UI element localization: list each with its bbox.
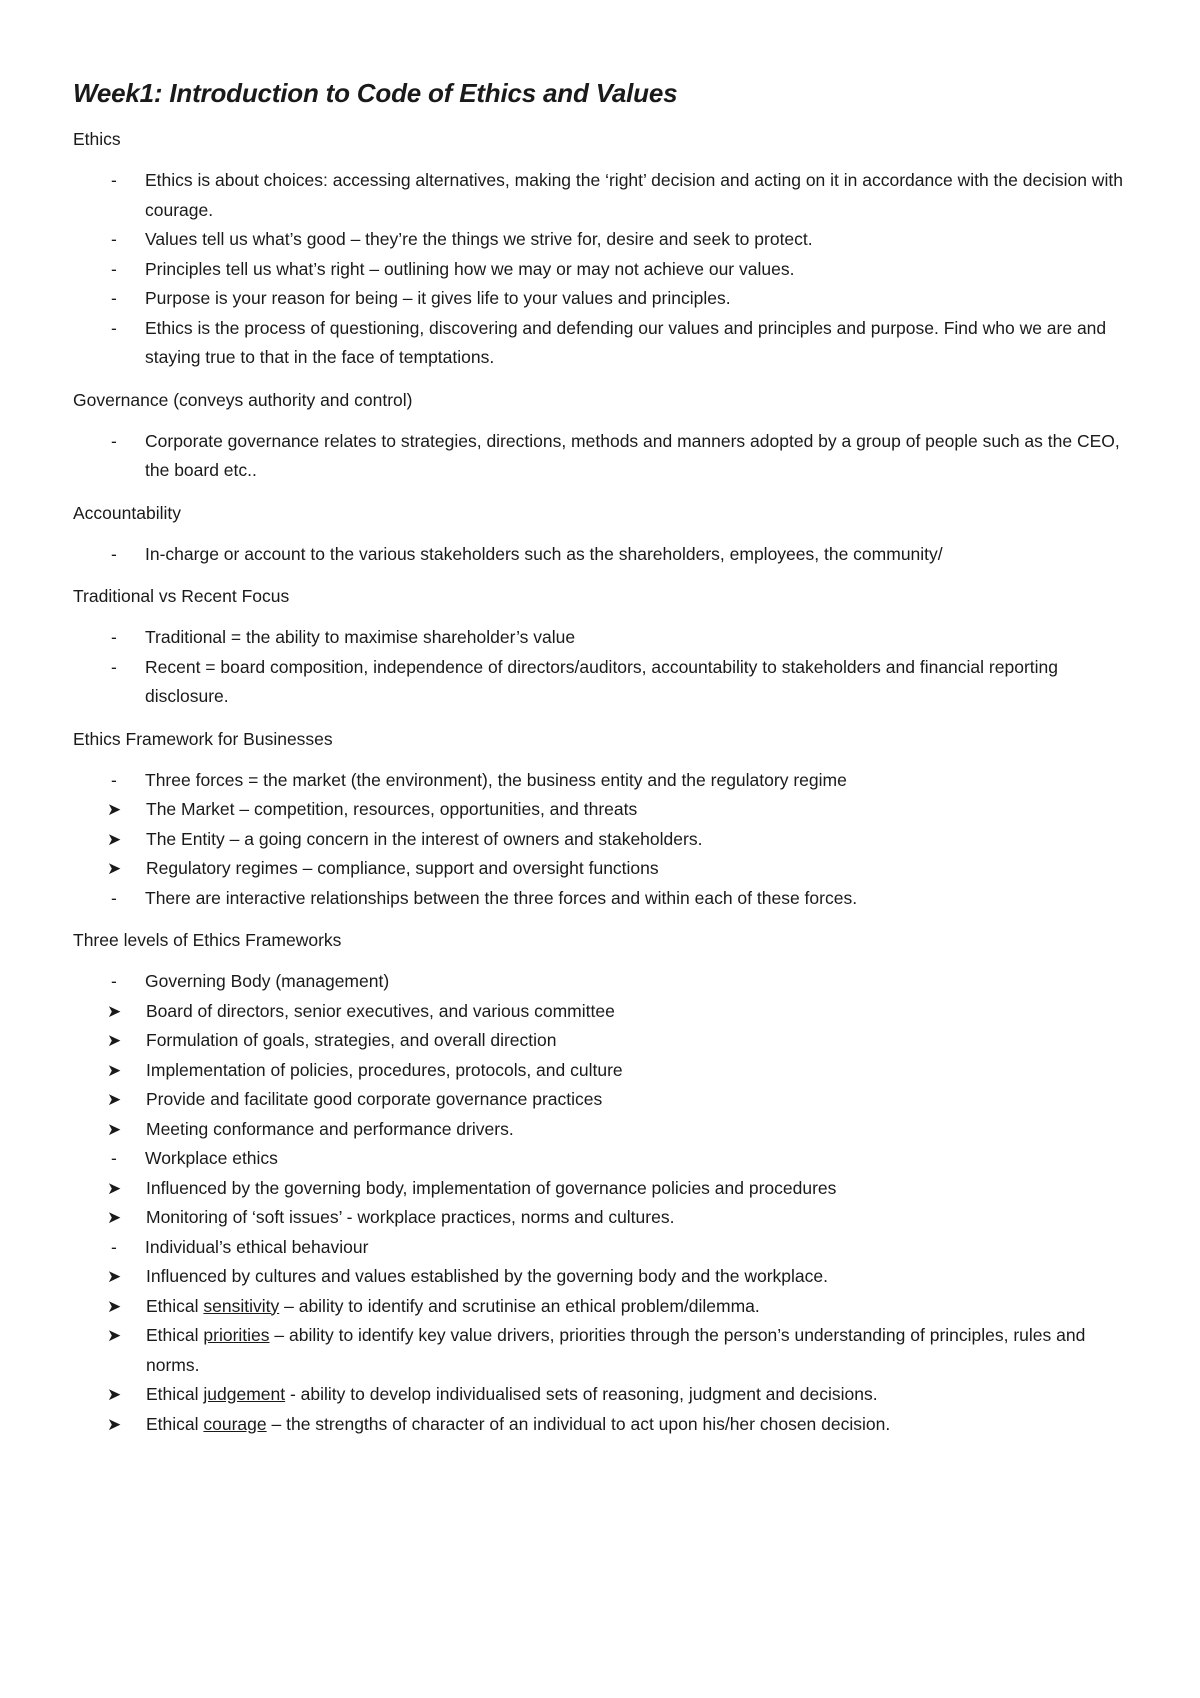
list-item-text: Ethics is about choices: accessing alternatives, making the ‘right’ decision and acting on it in accordance with the decision with courage. [145,170,1123,220]
ethical-description: – the strengths of character of an individual to act upon his/her chosen decision. [266,1413,891,1434]
ethical-term: sensitivity [203,1295,280,1316]
ethical-prefix: Ethical [146,1325,204,1345]
bullet-list [73,766,1133,914]
list-item [73,314,1133,373]
arrow-bullet-icon: ➤ [107,800,122,819]
list-item-text: Principles tell us what’s right – outlining how we may or may not achieve our values. [145,258,795,279]
ethical-description: - ability to develop individualised sets of reasoning, judgment and decisions. [285,1384,878,1404]
dash-bullet-icon: - [111,430,117,451]
arrow-bullet-icon: ➤ [107,1178,122,1198]
sub-bullet-list [73,1262,1133,1439]
sub-list-item-text: Influenced by cultures and values established by the governing body and the workplace. [146,1266,828,1286]
sub-list-item [73,1174,1133,1204]
section-ethics-framework [73,728,1133,914]
section-ethics [73,128,1133,373]
section-governance [73,389,1133,486]
document-page [73,76,1133,1455]
section-traditional-vs-recent [73,585,1133,712]
bullet-list [73,623,1133,712]
ethical-prefix: Ethical [146,1384,204,1404]
sub-list-item [73,1115,1133,1145]
list-item-text: In-charge or account to the various stakeholders such as the shareholders, employees, the community/ [145,543,943,564]
sub-list-item-text: The Entity – a going concern in the interest of owners and stakeholders. [146,828,703,849]
sub-list-item-text: Implementation of policies, procedures, protocols, and culture [146,1059,623,1080]
arrow-bullet-icon: ➤ [107,1031,122,1050]
sub-list-item [73,1026,1133,1056]
sub-list-item [73,1203,1133,1233]
list-item-text: Three forces = the market (the environment), the business entity and the regulatory regime [145,769,847,790]
bullet-list [73,166,1133,373]
arrow-bullet-icon: ➤ [107,1090,122,1109]
list-item-text: Recent = board composition, independence of directors/auditors, accountability to stakeholders and financial reporting disclosure. [145,656,1058,706]
list-item [73,884,1133,914]
dash-bullet-icon: - [111,543,117,564]
bullet-list [73,967,1133,1439]
ethical-description: – ability to identify and scrutinise an ethical problem/dilemma. [279,1295,760,1316]
arrow-bullet-icon: ➤ [107,1208,122,1227]
dash-bullet-icon: - [111,288,117,308]
sub-list-item [73,854,1133,884]
dash-bullet-icon: - [111,887,117,908]
list-item-text: There are interactive relationships between the three forces and within each of these forces. [145,887,858,908]
dash-bullet-icon: - [111,971,117,991]
arrow-bullet-icon: ➤ [107,1296,122,1316]
list-item [73,540,1133,570]
list-item-text: Purpose is your reason for being – it gives life to your values and principles. [145,288,731,308]
sub-list-item-text: The Market – competition, resources, opportunities, and threats [146,799,638,819]
sub-bullet-list [73,997,1133,1145]
sub-list-item [73,1085,1133,1115]
arrow-bullet-icon: ➤ [107,1119,122,1139]
ethical-description: – ability to identify key value drivers, priorities through the person’s understanding of principles, rules and norms. [146,1325,1086,1375]
dash-bullet-icon: - [111,258,117,279]
arrow-bullet-icon: ➤ [107,1267,122,1286]
dash-bullet-icon: - [111,1236,117,1257]
ethical-term: courage [203,1413,267,1434]
section-three-levels [73,929,1133,1439]
list-item [73,766,1133,884]
sub-bullet-list [73,1174,1133,1233]
dash-bullet-icon: - [111,769,117,790]
section-heading: Three levels of Ethics Frameworks [73,930,342,950]
list-item [73,1233,1133,1440]
sub-list-item [73,1292,1133,1322]
list-item-text: Values tell us what’s good – they’re the things we strive for, desire and seek to protect. [145,229,813,249]
sub-list-item [73,825,1133,855]
sub-list-item-text: Formulation of goals, strategies, and overall direction [146,1030,557,1050]
arrow-bullet-icon: ➤ [107,859,122,878]
arrow-bullet-icon: ➤ [107,1326,122,1345]
list-item [73,225,1133,255]
sub-list-item-text: Provide and facilitate good corporate governance practices [146,1089,603,1109]
list-item-text: Individual’s ethical behaviour [145,1236,369,1257]
sub-list-item-text: Regulatory regimes – compliance, support and oversight functions [146,858,659,878]
sub-list-item [73,1262,1133,1292]
section-heading: Accountability [73,502,181,523]
list-item-text: Traditional = the ability to maximise shareholder’s value [145,627,576,647]
list-item [73,166,1133,225]
sub-list-item [73,1321,1133,1380]
list-item [73,653,1133,712]
dash-bullet-icon: - [111,170,117,190]
list-item-text: Ethics is the process of questioning, discovering and defending our values and principles and purpose. Find who we are and staying true to that in the face of temptations. [145,317,1107,367]
sub-list-item-text: Meeting conformance and performance drivers. [146,1118,514,1139]
sub-list-item-text: Influenced by the governing body, implementation of governance policies and procedures [146,1177,837,1198]
dash-bullet-icon: - [111,317,117,338]
list-item-text: Workplace ethics [145,1148,278,1168]
arrow-bullet-icon: ➤ [107,1414,122,1434]
ethical-term: judgement [203,1384,286,1404]
section-heading: Ethics [73,129,121,149]
list-item-text: Governing Body (management) [145,971,390,991]
list-item [73,623,1133,653]
list-item [73,967,1133,1144]
sub-list-item [73,1410,1133,1440]
bullet-list [73,540,1133,570]
sub-bullet-list [73,795,1133,884]
arrow-bullet-icon: ➤ [107,829,122,849]
sub-list-item [73,795,1133,825]
ethical-prefix: Ethical [146,1413,204,1434]
list-item [73,427,1133,486]
arrow-bullet-icon: ➤ [107,1385,122,1404]
arrow-bullet-icon: ➤ [107,1001,122,1021]
dash-bullet-icon: - [111,627,117,647]
sub-list-item-text: Board of directors, senior executives, and various committee [146,1000,615,1021]
dash-bullet-icon: - [111,656,117,677]
ethical-term: priorities [203,1325,270,1345]
arrow-bullet-icon: ➤ [107,1060,122,1080]
bullet-list [73,427,1133,486]
section-heading: Ethics Framework for Businesses [73,728,333,749]
dash-bullet-icon: - [111,1148,117,1168]
section-heading: Governance (conveys authority and control) [73,389,413,410]
ethical-prefix: Ethical [146,1295,204,1316]
section-accountability [73,502,1133,570]
sub-list-item [73,1056,1133,1086]
sub-list-item [73,997,1133,1027]
section-heading: Traditional vs Recent Focus [73,586,290,606]
sub-list-item-text: Monitoring of ‘soft issues’ - workplace practices, norms and cultures. [146,1207,675,1227]
list-item-text: Corporate governance relates to strategies, directions, methods and manners adopted by a group of people such as the CEO, the board etc.. [145,430,1120,480]
dash-bullet-icon: - [111,229,117,249]
list-item [73,255,1133,285]
list-item [73,284,1133,314]
list-item [73,1144,1133,1233]
document-title: Week1: Introduction to Code of Ethics and Values [73,78,678,108]
sub-list-item [73,1380,1133,1410]
